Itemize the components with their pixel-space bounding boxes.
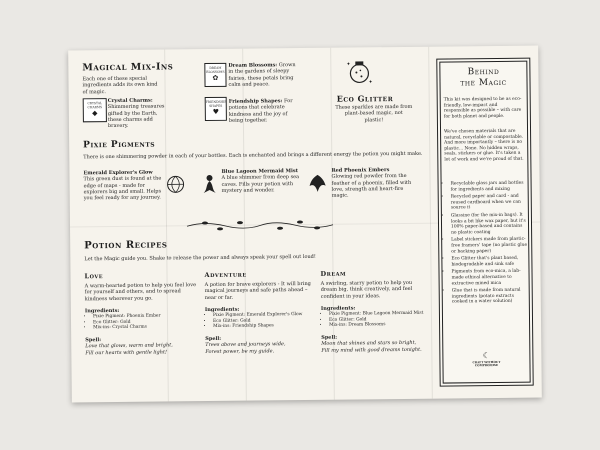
vine-divider-icon [185,218,335,234]
mermaid-icon [199,173,219,195]
behind-bullet: • Eco Glitter that's plant based, biodegradable and sink safe [451,256,527,268]
flower-icon: ✿ [212,73,219,82]
behind-bullet: • Pigments from eco-mica, a lab-made ethical alternative to extractive mined mica [451,269,527,287]
crystal-charms-icon [83,98,107,122]
ingredient-item: • Eco Glitter: Gold [93,319,197,326]
recipe-dream-ingredients [321,311,429,329]
behind-title [437,67,529,90]
friend-icon-label: FRIENDSHIP SHAPES [205,99,227,108]
spell-label: Spell: [205,335,222,343]
friendship-shapes-title: Friendship Shapes: [228,98,283,105]
crystal-charms-text: Shimmering treasures gifted by the Earth, these charms add bravery. [107,103,165,130]
recipes-intro: Let the Magic guide you. Shake to release the power and always speak your spell out loud! [84,253,316,263]
ingredient-item: • Pixie Pigment: Emerald Explorer's Glow [213,312,313,319]
behind-the-magic-panel [436,58,533,387]
mixins-intro: Each one of these special ingredients adds its own kind of magic. [82,75,158,95]
pigment-blue-text: A blue shimmer from deep sea caves. Fills your potion with mystery and wonder. [221,174,300,194]
eco-glitter-title: Eco Glitter [336,93,394,104]
recipe-dream-title: Dream [320,269,347,278]
svg-text:✦: ✦ [346,61,351,68]
glitter-jar-icon [344,57,374,87]
recipe-love-ingredients [85,313,197,331]
dream-blossoms-title: Dream Blossoms: [228,62,278,69]
moon-logo-icon: ☾ [482,351,491,361]
pigment-blue [221,168,301,194]
ingredients-label: Ingredients: [84,307,120,315]
logo-text: CRAFT WITHOUT COMPROMISE [472,359,501,368]
dream-blossoms-icon [204,63,226,87]
spell-line: Fill our hearts with gentle light! [85,349,168,356]
friendship-shapes-icon [205,97,227,121]
svg-text:✦: ✦ [368,79,373,86]
behind-title-line2: the Magic [460,77,507,89]
phoenix-icon [307,172,327,194]
crystal-charms-title: Crystal Charms: [107,97,153,105]
spell-line: Moon that shines and stars so bright, [321,340,417,348]
pigments-intro: There is one shimmering powder in each of your bottles. Each is enchanted and brings a different energy the potion you might make. [83,150,423,161]
recipe-love [84,271,197,356]
ingredient-item: • Mix-ins: Crystal Charms [93,325,197,332]
behind-bullet: • Recycled paper and card - and reused cardboard when we can source it [451,194,527,212]
crystal-charms-desc [108,97,166,129]
behind-bullet: • Glue that is made from natural ingredients (potato extracts cooked in a water solution) [452,288,528,306]
pigment-red-text: Glowing red powder from the feather of a phoenix, filled with love, strength and heart-fire magic. [331,173,412,199]
dream-icon-label: DREAM BLOSSOMS [206,65,225,74]
recipe-dream [320,269,429,354]
spell-label: Spell: [321,334,338,341]
recipe-adventure-ingredients [205,312,313,330]
behind-bullet: • Glassine (for the mix-in bags). It looks a bit like wax paper, but it's 100% paper-based and contains no plastic coating [451,213,527,236]
recipes-title: Potion Recipes [84,239,168,252]
pigment-emerald [83,169,163,201]
pigment-blue-title: Blue Lagoon Mermaid Mist [221,168,299,175]
behind-bullet: • Recyclable glass jars and bottles for ingredients and mixing [451,181,527,193]
friendship-shapes-text: For potions that celebrate kindness and the joy of being together. [228,98,293,124]
ingredient-item: • Mix-ins: Dream Blossoms [329,322,429,329]
spell-line: Love that glows, warm and bright, [85,342,173,350]
recipe-adventure [204,270,313,355]
spell-label: Spell: [85,337,102,344]
pigment-emerald-text: This green dust is found at the edge of maps - made for explorers big and small. Helps you feel ready for any journey. [83,175,162,202]
recipe-dream-text: A swirling, starry potion to help you dream big, think creatively, and feel confident in your ideas. [320,279,413,300]
behind-title-line1: Behind [467,66,500,78]
pigment-red-title: Red Phoenix Embers [331,167,390,174]
pigment-emerald-title: Emerald Explorer's Glow [83,169,153,177]
spell-line: Trees above and journeys wide, [205,341,286,349]
ingredient-item: • Eco Glitter: Gold [213,318,313,325]
mixins-title: Magical Mix-Ins [82,61,174,74]
ingredient-item: • Pixie Pigment: Blue Lagoon Mermaid Mist [329,311,429,318]
pigments-title: Pixie Pigments [83,139,156,151]
ingredient-item: • Mix-ins: Friendship Shapes [213,323,313,330]
pigment-red [331,167,421,199]
spell-line: Forest power, be my guide. [205,347,275,355]
behind-bullet: • Label stickers made from plastic-free framers' tape (no plastic glue or backing paper) [451,237,527,255]
instruction-sheet [68,46,542,403]
spell-line: Fill my mind with good dreams tonight. [321,346,422,354]
friendship-shapes-desc [229,98,301,124]
recipe-adventure-title: Adventure [204,270,247,280]
ingredients-label: Ingredients: [204,306,240,313]
behind-p1: This kit was designed to be as eco-friendly, low-impact and responsible as possible – with care for both planet and people. [443,96,522,120]
recipe-love-text: A warm-hearted potion to help you feel love for yourself and others, and to spread kindness wherever you go. [84,282,197,302]
ingredients-label: Ingredients: [320,305,356,312]
eco-glitter-text: These sparkles are made from plant-based magic, not plastic! [335,103,413,123]
heart-icon: ♥ [212,107,220,116]
behind-bullets [443,181,528,308]
gem-icon: ◆ [92,109,98,118]
crystal-icon-label: CRYSTAL CHARMS [87,101,103,109]
behind-p2: We've chosen materials that are natural, recyclable or compostable. And more importantly – there is no plastic... None. No hidden wraps, seals, stickers or glue. It's taken a lot of work and we're proud of that. [444,128,524,163]
dream-blossoms-text: Grown in the gardens of sleepy fairies, these petals bring calm and peace. [228,62,296,88]
recipe-adventure-text: A potion for brave explorers - It will bring magical journeys and safe paths ahead – near or far. [204,280,311,301]
ingredient-item: • Eco Glitter: Gold [329,316,429,323]
dream-blossoms-desc [228,62,298,88]
recipe-love-title: Love [84,272,104,281]
globe-icon [164,173,186,195]
ingredient-item: • Pixie Pigment: Phoenix Ember [93,313,197,320]
